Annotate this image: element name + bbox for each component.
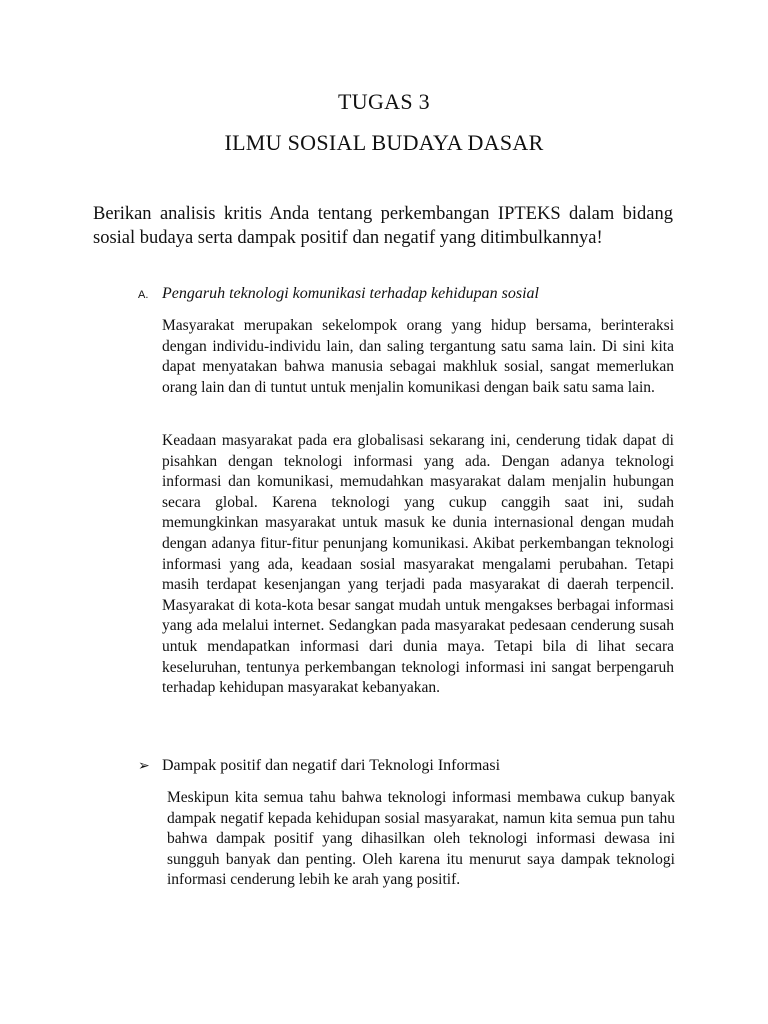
section-a-heading-row (138, 285, 678, 303)
section-a-paragraph-2: Keadaan masyarakat pada era globalisasi sekarang ini, cenderung tidak dapat di pisahkan dengan teknologi informasi yang ada. Dengan adanya teknologi informasi dan komunikasi, memudahkan masyarakat dalam menjalin hubungan secara global. Karena teknologi yang cukup canggih saat ini, sudah memungkinkan masyarakat untuk masuk ke dunia internasional dengan mudah dengan adanya fitur-fitur penunjang komunikasi. Akibat perkembangan teknologi informasi yang ada, keadaan sosial masyarakat mengalami perubahan. Tetapi masih terdapat kesenjangan yang terjadi pada masyarakat di daerah terpencil. Masyarakat di kota-kota besar sangat mudah untuk mengakses berbagai informasi yang ada melalui internet. Sedangkan pada masyarakat pedesaan cenderung susah untuk mendapatkan informasi dari dunia maya. Tetapi bila di lihat secara keseluruhan, tentunya perkembangan teknologi informasi ini sangat berpengaruh terhadap kehidupan masyarakat kebanyakan. (162, 432, 674, 697)
document-subtitle: ILMU SOSIAL BUDAYA DASAR (224, 130, 544, 155)
section-a-heading: Pengaruh teknologi komunikasi terhadap kehidupan sosial (162, 285, 539, 302)
section-b-heading-row (138, 757, 678, 775)
section-a-marker: A. (138, 289, 149, 301)
question-text: Berikan analisis kritis Anda tentang perkembangan IPTEKS dalam bidang sosial budaya serta dampak positif dan negatif yang ditimbulkannya! (93, 204, 673, 248)
document-title: TUGAS 3 (338, 89, 430, 114)
arrow-bullet-icon: ➢ (138, 758, 150, 774)
section-b-paragraph: Meskipun kita semua tahu bahwa teknologi informasi membawa cukup banyak dampak negatif kepada kehidupan sosial masyarakat, namun kita semua pun tahu bahwa dampak positif yang dihasilkan oleh teknologi informasi dewasa ini sungguh banyak dan penting. Oleh karena itu menurut saya dampak teknologi informasi cenderung lebih ke arah yang positif. (167, 789, 675, 889)
section-a-paragraph-1: Masyarakat merupakan sekelompok orang yang hidup bersama, berinteraksi dengan individu-individu lain, dan saling tergantung satu sama lain. Di sini kita dapat menyatakan bahwa manusia sebagai makhluk sosial, sangat memerlukan orang lain dan di tuntut untuk menjalin komunikasi dengan baik satu sama lain. (162, 317, 674, 396)
section-b-heading: Dampak positif dan negatif dari Teknologi Informasi (162, 757, 501, 774)
